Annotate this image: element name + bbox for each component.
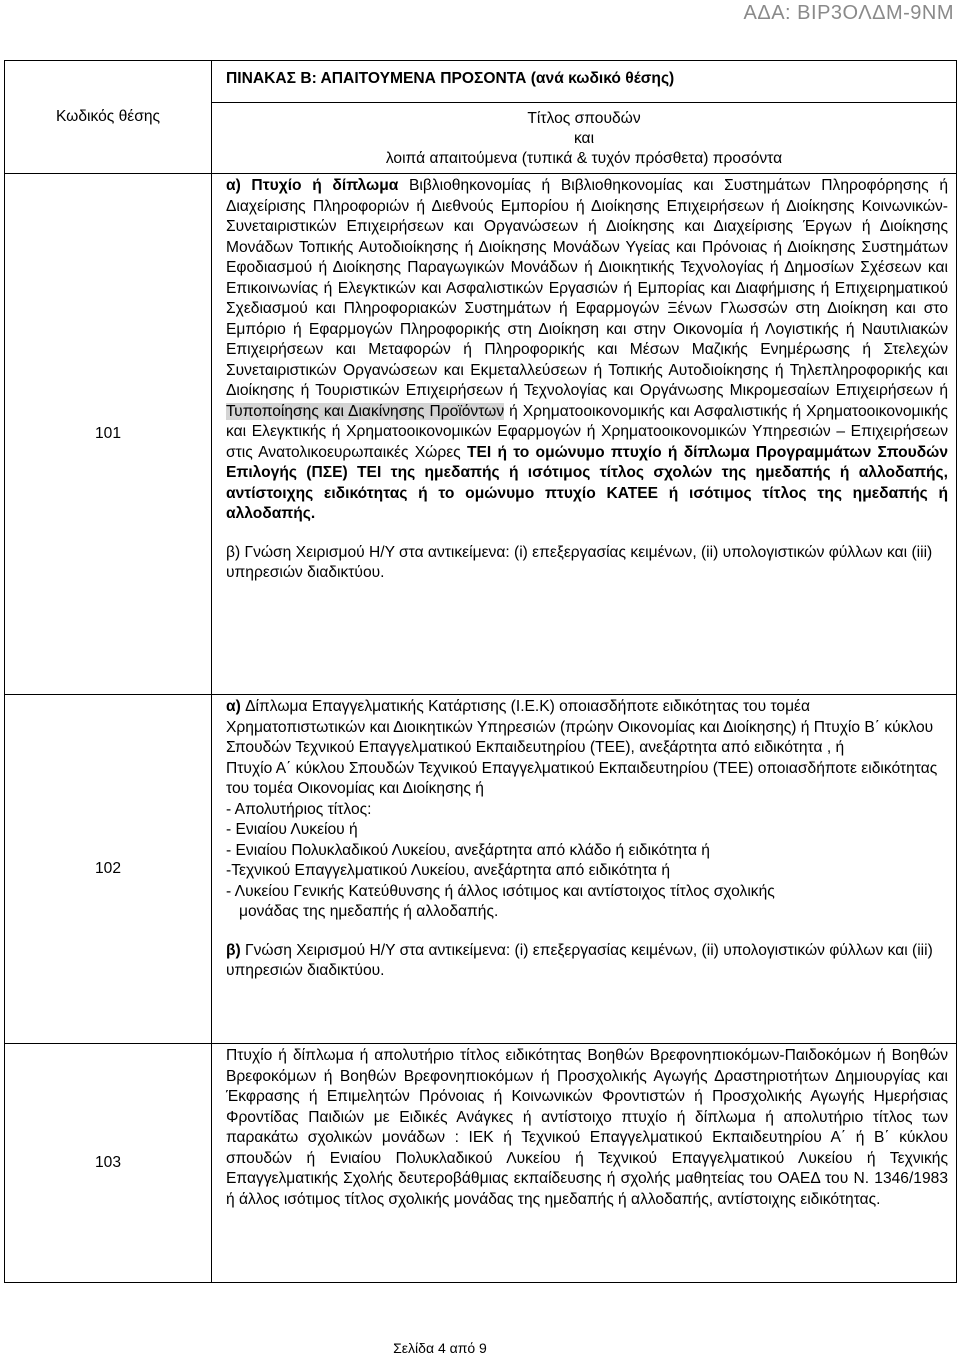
- req-101-b: β) Γνώση Χειρισμού Η/Υ στα αντικείμενα: (i) επεξεργασίας κειμένων, (ii) υπολογιστικών φύλλων και (iii) υπηρεσιών διαδικτύου.: [226, 543, 933, 581]
- requirements-103: [212, 1044, 957, 1283]
- req-101-a-lead: α) Πτυχίο ή δίπλωμα: [226, 177, 399, 194]
- req-101-a-text-1: Βιβλιοθηκονομίας ή Βιβλιοθηκονομίας και Συστημάτων Πληροφόρησης ή Διαχείρισης Πληροφοριών ή Διεθνούς Εμπορίου ή Διοίκησης Επιχειρήσεων ή Διοίκησης Κοινωνικών- Συνεταιριστικών Επιχειρήσεων και Οργανώσεων ή Διοίκησης και Διαχείρισης Έργων ή Διοίκησης Μονάδων Τοπικής Αυτοδιοίκησης ή Διοίκησης Μονάδων Υγείας και Πρόνοιας ή Διοίκησης Συστημάτων Εφοδιασμού ή Διοίκησης Παραγωγικών Μονάδων ή Διοικητικής Τεχνολογίας ή Δημοσίων Σχέσεων και Επικοινωνίας ή Ελεγκτικών και Ασφαλιστικών Εργασιών ή Εμπορίας και Διαφήμισης ή Επιχειρηματικού Σχεδιασμού και Πληροφοριακών Συστημάτων ή Εφαρμογών Ξένων Γλωσσών στη Διοίκηση και στο Εμπόριο ή Εφαρμογών Πληροφορικής στη Διοίκηση και στην Οικονομία ή Λογιστικής ή Ναυτιλιακών Επιχειρήσεων και Μεταφορών ή Πληροφορικής και Μέσων Μαζικής Ενημέρωσης ή Στελεχών Συνεταιριστικών Οργανώσεων και Εκμεταλλεύσεων ή Τοπικής Αυτοδιοίκησης ή Τηλεπληροφορικής και Διοίκησης ή Τουριστικών Επιχειρήσεων ή Τεχνολογίας και Οργάνωσης Μικρομεσαίων Επιχειρήσεων ή: [226, 177, 948, 399]
- page-footer: [0, 1340, 960, 1356]
- table-row-102: [5, 695, 957, 1044]
- header-line-3: λοιπά απαιτούμενα (τυπικά & τυχόν πρόσθετα) προσόντα: [385, 150, 783, 167]
- header-line-2: και: [573, 130, 595, 147]
- req-101-a-text-2: ή Χρηματοοικονομικής και Ασφαλιστικής ή Χρηματοοικονομικής και Ελεγκτικής ή Χρηματοοικονομικών Εφαρμογών ή Χρηματοοικονομικών Υπηρεσιών – Επιχειρήσεων στις Ανατολικοευρωπαικές Χώρες: [226, 402, 948, 461]
- req-102-a-lead: α): [226, 698, 246, 715]
- req-102-line: - Λυκείου Γενικής Κατεύθυνσης ή άλλος ισότιμος και αντίστοιχος τίτλος σχολικής: [226, 882, 775, 900]
- req-102-line: -Τεχνικού Επαγγελματικού Λυκείου, ανεξάρτητα από ειδικότητα ή: [226, 862, 671, 879]
- table-title-row: [5, 61, 957, 103]
- table-row-101: [5, 174, 957, 695]
- position-code-101: 101: [5, 174, 212, 695]
- req-102-line: Πτυχίο Α΄ κύκλου Σπουδών Τεχνικού Επαγγελματικού Εκπαιδευτηρίου (ΤΕΕ) οποιασδήποτε ειδικότητας του τομέα Οικονομίας και Διοίκησης ή: [226, 759, 938, 797]
- req-102-b-text: Γνώση Χειρισμού Η/Υ στα αντικείμενα: (i) επεξεργασίας κειμένων, (ii) υπολογιστικών φύλλων και (iii) υπηρεσιών διαδικτύου.: [226, 941, 933, 979]
- req-102-a: [226, 697, 948, 759]
- req-102-line: - Απολυτήριος τίτλος:: [226, 800, 372, 818]
- requirements-column-header: [212, 103, 957, 174]
- req-102-b: [226, 941, 948, 982]
- req-103-text: Πτυχίο ή δίπλωμα ή απολυτήριο τίτλος ειδικότητας Βοηθών Βρεφονηπιοκόμων-Παιδοκόμων ή Βοηθών Βρεφοκόμων ή Βοηθών Βρεφονηπιοκόμων ή Προσχολικής Αγωγής Δραστηριοτήτων Δημιουργίας και Έκφρασης ή Επιμελητών Πρόνοιας ή Κοινωνικών Φροντιστών ή Προσχολικής Αγωγής Ημερήσιας Φροντίδας Παιδιών με Ειδικές Ανάγκες ή αντίστοιχο πτυχίο ή δίπλωμα ή απολυτήριο τίτλος των παρακάτω σχολικών μονάδων : ΙΕΚ ή Τεχνικού Επαγγελματικού Εκπαιδευτηρίου Α΄ ή Β΄ κύκλου σπουδών ή Ενιαίου Πολυκλαδικού Λυκείου ή Τεχνικού Επαγγελματικού Λυκείου ή Τεχνικής Επαγγελματικής Σχολής δευτεροβάθμιας εκπαίδευσης ή σχολής μαθητείας του ΟΑΕΔ του Ν. 1346/1983 ή άλλος ισότιμος τίτλος σχολικής μονάδας της ημεδαπής ή αλλοδαπής, αντίστοιχης ειδικότητας.: [226, 1047, 948, 1208]
- position-code-103: 103: [5, 1044, 212, 1283]
- req-102-line: - Ενιαίου Πολυκλαδικού Λυκείου, ανεξάρτητα από κλάδο ή ειδικότητα ή: [226, 841, 710, 859]
- table-row-103: [5, 1044, 957, 1283]
- ada-code: ΑΔΑ: ΒΙΡ3ΟΛΔΜ-9ΝΜ: [743, 2, 954, 24]
- table-title: ΠΙΝΑΚΑΣ Β: ΑΠΑΙΤΟΥΜΕΝΑ ΠΡΟΣΟΝΤΑ (ανά κωδικό θέσης): [212, 61, 957, 103]
- requirements-102: [212, 695, 957, 1044]
- req-102-b-lead: β): [226, 941, 241, 959]
- req-101-a: [226, 176, 948, 525]
- req-101-a-highlight: Τυποποίησης και Διακίνησης Προϊόντων: [226, 402, 505, 420]
- page-number: Σελίδα 4 από 9: [393, 1340, 487, 1356]
- position-code-102: 102: [5, 695, 212, 1044]
- req-102-a-first: Δίπλωμα Επαγγελματικής Κατάρτισης (Ι.Ε.Κ) οποιασδήποτε ειδικότητας του τομέα Χρηματοπιστωτικών και Διοικητικών Υπηρεσιών (πρώην Οικονομίας και Διοίκησης) ή Πτυχίο Β΄ κύκλου Σπουδών Τεχνικού Επαγγελματικού Εκπαιδευτηρίου (ΤΕΕ), ανεξάρτητα από ειδικότητα , ή: [226, 698, 934, 756]
- req-102-line: - Ενιαίου Λυκείου ή: [226, 821, 358, 838]
- header-line-1: Τίτλος σπουδών: [527, 110, 641, 127]
- req-102-line: μονάδας της ημεδαπής ή αλλοδαπής.: [226, 903, 499, 920]
- requirements-table: [4, 60, 957, 1283]
- code-column-header: Κωδικός θέσης: [5, 61, 212, 174]
- req-101-a-bold-tail: ΤΕΙ ή το ομώνυμο πτυχίο ή δίπλωμα Προγραμμάτων Σπουδών Επιλογής (ΠΣΕ) ΤΕΙ της ημεδαπής ή ισότιμος τίτλος σχολών της ημεδαπής ή αλλοδαπής, αντίστοιχης ειδικότητας ή το ομώνυμο πτυχίο ΚΑΤΕΕ ή ισότιμος τίτλος της ημεδαπής ή αλλοδαπής.: [226, 443, 949, 522]
- requirements-101: [212, 174, 957, 695]
